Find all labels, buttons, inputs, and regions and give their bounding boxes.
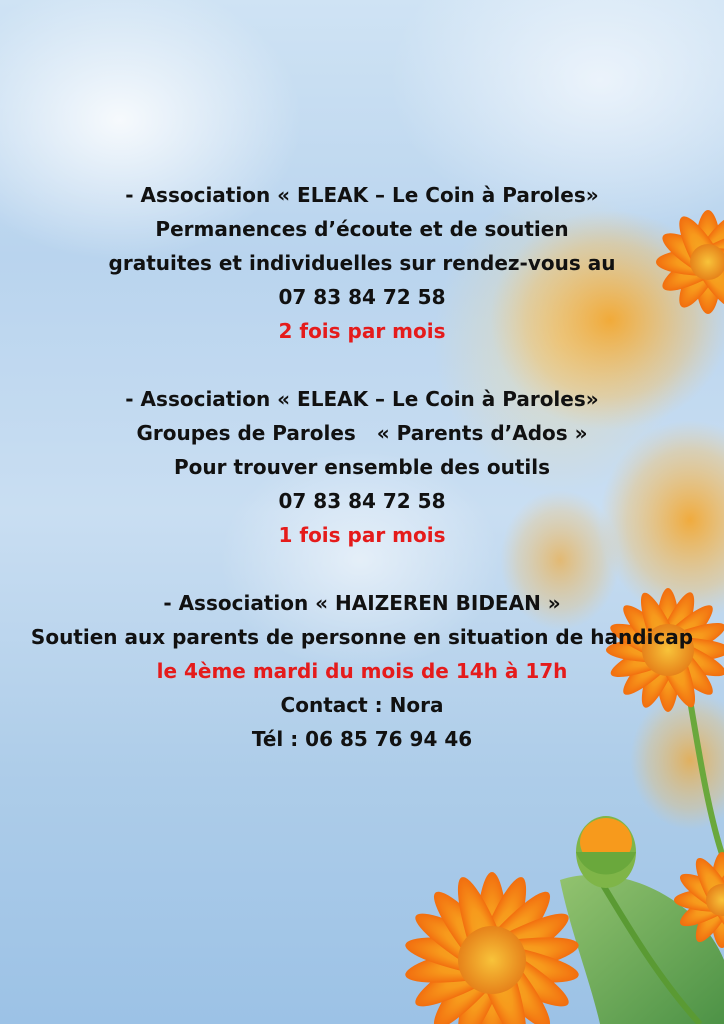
block-2-line-2: Pour trouver ensemble des outils [173,455,550,479]
block-2-line-1: Groupes de Paroles « Parents d’Ados » [136,421,588,445]
block-2-frequency: 1 fois par mois [278,523,446,547]
block-1-phone: 07 83 84 72 58 [278,285,446,309]
block-3-phone: Tél : 06 85 76 94 46 [251,727,473,751]
block-3-contact: Contact : Nora [280,693,444,717]
block-3-line-1: Soutien aux parents de personne en situation de handicap [30,625,694,649]
block-2-phone: 07 83 84 72 58 [278,489,446,513]
block-separator [30,348,694,382]
block-3-title: - Association « HAIZEREN BIDEAN » [163,591,561,615]
block-1-title: - Association « ELEAK – Le Coin à Paroles» [125,183,599,207]
block-1-frequency: 2 fois par mois [278,319,446,343]
flower-bud [576,816,636,888]
block-separator [30,552,694,586]
flower-bottom-center [402,871,581,1024]
block-1-line-2: gratuites et individuelles sur rendez-vous au [108,251,616,275]
block-3-schedule: le 4ème mardi du mois de 14h à 17h [156,659,568,683]
block-1-line-1: Permanences d’écoute et de soutien [155,217,569,241]
flyer-text [30,178,694,756]
block-2-title: - Association « ELEAK – Le Coin à Paroles» [125,387,599,411]
